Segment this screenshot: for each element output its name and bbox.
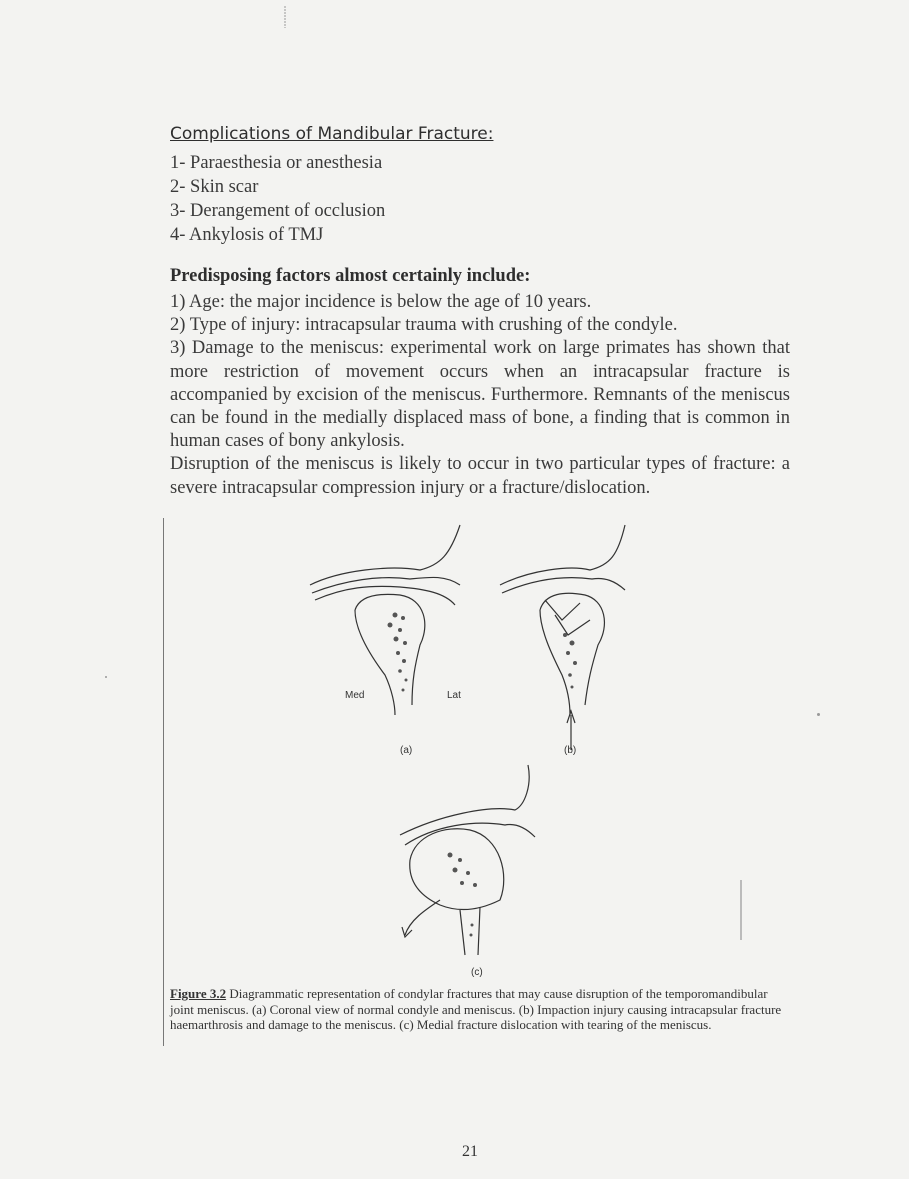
predisposing-title: Predisposing factors almost certainly include: <box>170 266 531 286</box>
disruption-paragraph: Disruption of the meniscus is likely to occur in two particular types of fracture: a severe intracapsular compression injury or a fracture/dislocation. <box>170 454 790 498</box>
scan-speck <box>817 713 820 716</box>
scan-speck <box>740 880 742 940</box>
figure-caption <box>170 986 786 1033</box>
diagram-a <box>310 525 460 715</box>
list-item: 1- Paraesthesia or anesthesia <box>170 153 383 173</box>
caption-text: Diagrammatic representation of condylar fractures that may cause disruption of the temporomandibular joint meniscus. (a) Coronal view of normal condyle and meniscus. (b) Impaction injury causing intracapsular fracture haemarthrosis and damage to the meniscus. (c) Medial fracture dislocation with tearing of the meniscus. <box>170 986 782 1032</box>
diagram-b <box>500 525 625 750</box>
factor-paragraph: 2) Type of injury: intracapsular trauma with crushing of the condyle. <box>170 315 678 336</box>
label-a: (a) <box>400 745 413 756</box>
condyle-fracture-diagram <box>300 515 700 985</box>
list-item: 3- Derangement of occlusion <box>170 201 386 221</box>
scan-speck <box>105 676 107 678</box>
factor-paragraph: 1) Age: the major incidence is below the age of 10 years. <box>170 292 592 312</box>
label-b: (b) <box>564 745 577 756</box>
section-heading: Complications of Mandibular Fracture: <box>170 124 494 144</box>
scan-mark <box>283 6 287 28</box>
list-item: 2- Skin scar <box>170 177 259 197</box>
list-item: 4- Ankylosis of TMJ <box>170 225 324 245</box>
label-c: (c) <box>471 967 483 978</box>
complications-list <box>170 151 385 247</box>
diagram-c <box>400 765 535 955</box>
factor-paragraph: 3) Damage to the meniscus: experimental work on large primates has shown that more restriction of movement occurs when an intracapsular fracture is accompanied by excision of the meniscus. Furthermore. Remnants of the meniscus can be found in the medially displaced mass of bone, a finding that is common in human cases of bony ankylosis. <box>170 338 790 452</box>
label-lat: Lat <box>447 690 461 701</box>
figure-margin-rule <box>163 518 164 1046</box>
figure-number: Figure 3.2 <box>170 986 227 1001</box>
label-med: Med <box>345 690 365 701</box>
page-number: 21 <box>462 1143 478 1160</box>
factors-text <box>170 291 790 500</box>
